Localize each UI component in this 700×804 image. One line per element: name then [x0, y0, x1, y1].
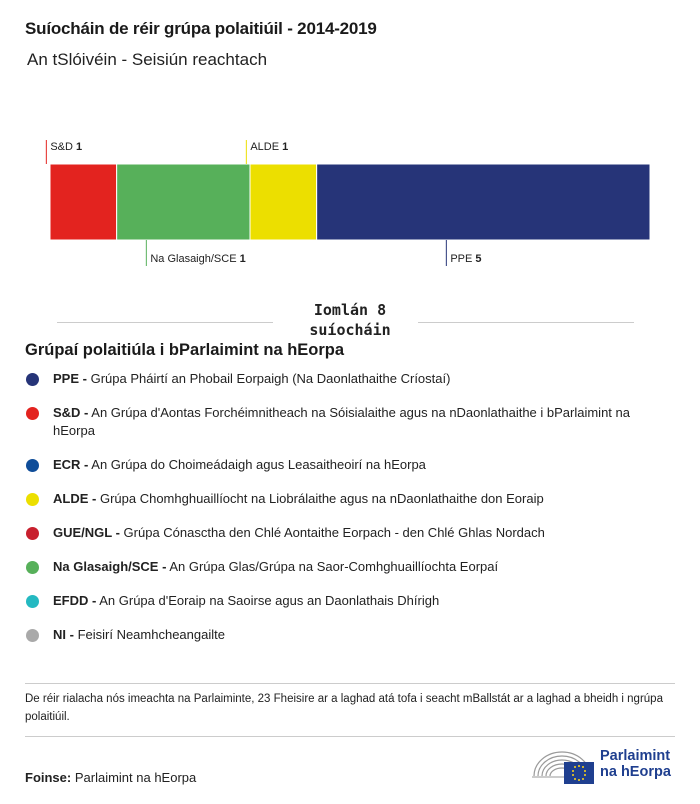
total-right-rule: [418, 322, 634, 323]
legend-dot-efdd: [26, 595, 39, 608]
legend-abbr: ECR -: [53, 457, 89, 472]
legend-item-sd: [25, 404, 670, 440]
legend-title: Grúpaí polaitiúla i bParlaimint na hEorpa: [25, 341, 345, 359]
seat-bar-chart: [0, 120, 700, 280]
legend-item-ppe: [25, 370, 670, 388]
legend-item-ecr: [25, 456, 670, 474]
source-text: Parlaimint na hEorpa: [71, 770, 197, 785]
legend-abbr: NI -: [53, 627, 74, 642]
legend-dot-ecr: [26, 459, 39, 472]
ep-logo: [530, 746, 680, 786]
logo-line-2: na hEorpa: [600, 764, 671, 780]
seat-total: [270, 300, 430, 340]
legend-text: Grúpa Chomhghuaillíocht na Liobrálaithe agus na nDaonlathaithe don Eoraip: [96, 491, 544, 506]
legend-abbr: S&D -: [53, 405, 89, 420]
legend-text: An Grúpa d'Aontas Forchéimnitheach na Sóisialaithe agus na nDaonlathaithe i bParlaimint na hEorpa: [53, 405, 630, 438]
legend-abbr: EFDD -: [53, 593, 97, 608]
chart-title: Suíocháin de réir grúpa polaitiúil - 2014-2019: [25, 19, 377, 38]
source: [25, 770, 196, 785]
data-label-na-glasaigh-sce: Na Glasaigh/SCE 1: [150, 253, 246, 265]
legend-abbr: Na Glasaigh/SCE -: [53, 559, 167, 574]
legend-item-greens-efa: [25, 558, 670, 576]
legend-dot-sd: [26, 407, 39, 420]
legend-text: An Grúpa Glas/Grúpa na Saor-Comhghuaillíochta Eorpaí: [166, 559, 499, 574]
legend-item-alde: [25, 490, 670, 508]
bar-segment-s-d: [50, 164, 117, 240]
legend-dot-ni: [26, 629, 39, 642]
chart-subtitle: An tSlóivéin - Seisiún reachtach: [27, 50, 268, 69]
legend-text: Grúpa Cónasctha den Chlé Aontaithe Eorpach - den Chlé Ghlas Nordach: [119, 525, 545, 540]
legend-dot-alde: [26, 493, 39, 506]
legend-abbr: ALDE -: [53, 491, 97, 506]
legend: [25, 370, 670, 644]
bar-segment-alde: [250, 164, 317, 240]
logo-line-1: Parlaimint: [600, 748, 671, 764]
data-label-ppe: PPE 5: [450, 253, 482, 265]
legend-item-ni: [25, 626, 670, 644]
bar-segment-ppe: [317, 164, 650, 240]
footnote: De réir rialacha nós imeachta na Parlaiminte, 23 Fheisire ar a laghad atá tofa i seacht mBallstát ar a laghad a bheidh i ngrúpa polaitiúil.: [25, 693, 663, 723]
legend-text: An Grúpa do Choimeádaigh agus Leasaitheoirí na hEorpa: [88, 457, 426, 472]
footnote-top-divider: [25, 683, 675, 684]
footnote-bottom-divider: [25, 736, 675, 737]
legend-dot-gue-ngl: [26, 527, 39, 540]
data-label-s-d: S&D 1: [50, 141, 83, 153]
source-label: Foinse:: [25, 770, 72, 785]
seat-total-count: Iomlán 8: [313, 301, 387, 319]
legend-text: Grúpa Pháirtí an Phobail Eorpaigh (Na Daonlathaithe Críostaí): [86, 371, 451, 386]
legend-dot-ppe: [26, 373, 39, 386]
total-left-rule: [57, 322, 273, 323]
legend-item-efdd: [25, 592, 670, 610]
legend-item-gue-ngl: [25, 524, 670, 542]
seat-total-unit: suíocháin: [309, 321, 391, 339]
legend-text: An Grúpa d'Eoraip na Saoirse agus an Daonlathais Dhírigh: [96, 593, 440, 608]
logo-text: [600, 748, 671, 780]
legend-dot-greens-efa: [26, 561, 39, 574]
legend-abbr: PPE -: [53, 371, 87, 386]
hemicycle-icon: [530, 746, 596, 786]
data-label-alde: ALDE 1: [250, 141, 289, 153]
bar-segment-na-glasaigh-sce: [117, 164, 250, 240]
legend-abbr: GUE/NGL -: [53, 525, 120, 540]
legend-text: Feisirí Neamhcheangailte: [73, 627, 225, 642]
